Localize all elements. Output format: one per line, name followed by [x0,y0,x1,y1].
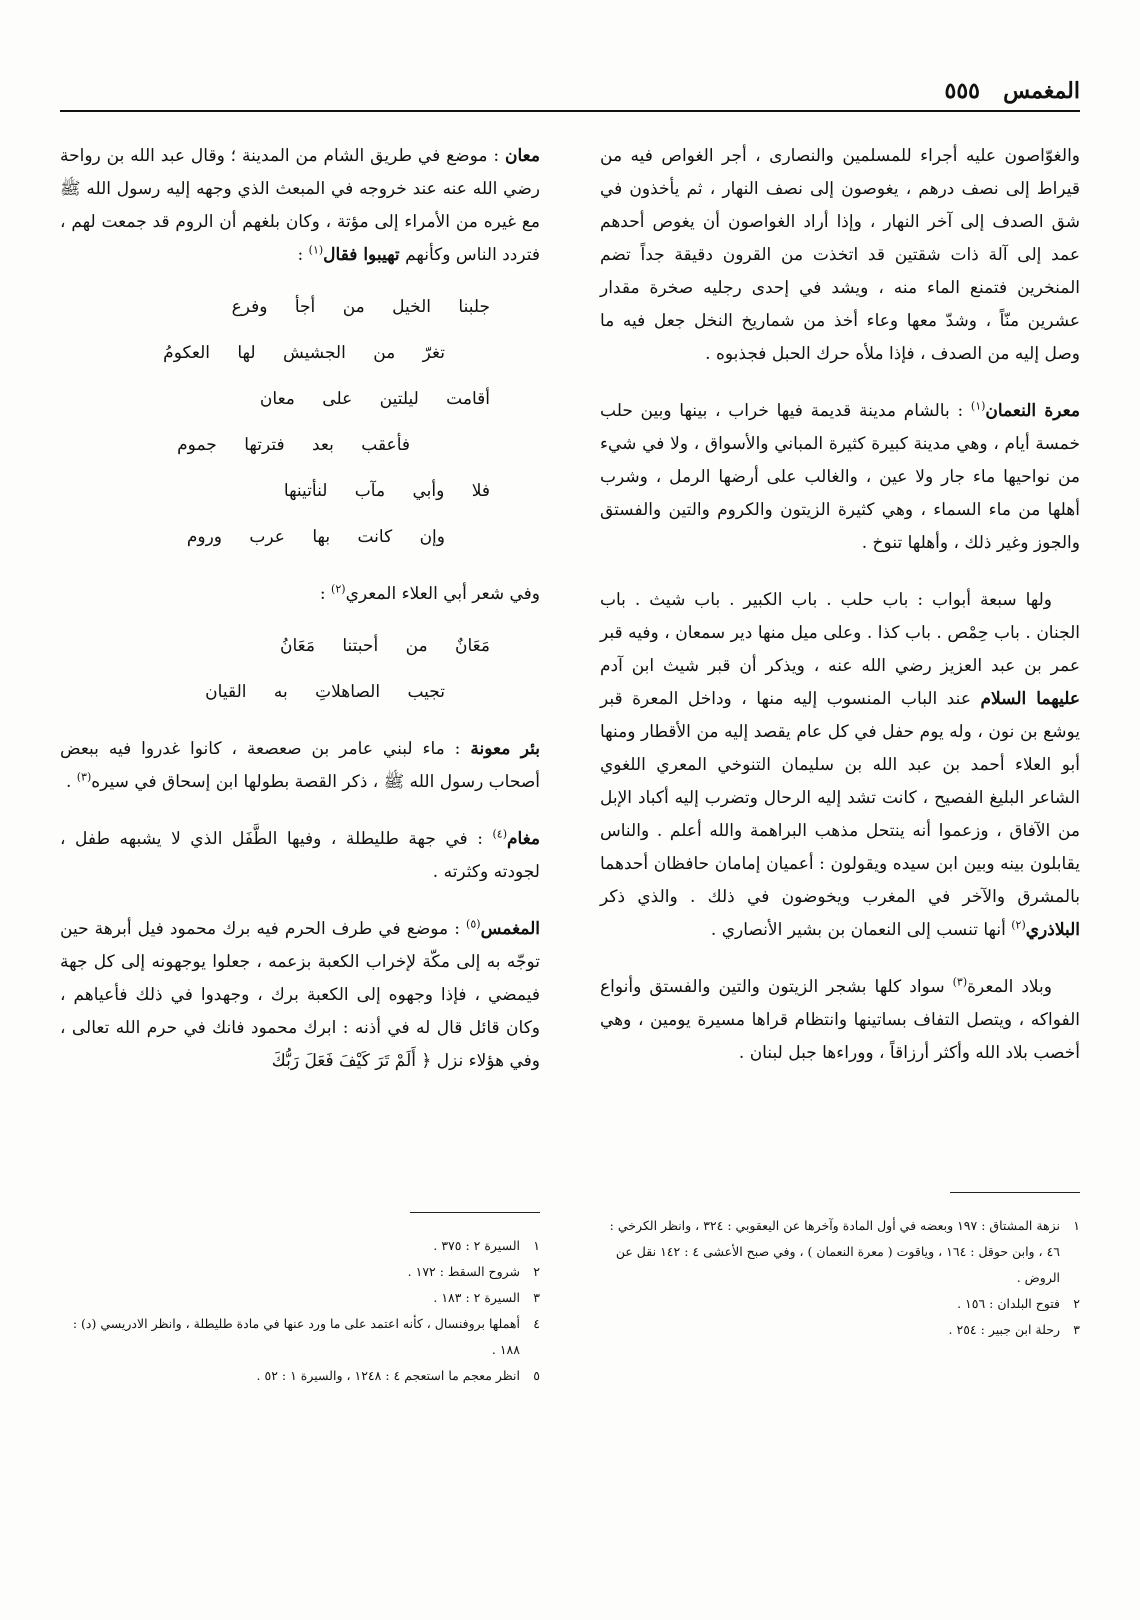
entry-bir-mauna [60,733,540,799]
footnotes-right [600,1192,1080,1343]
verse-line: فأعقب بعد فترتها جموم [177,435,410,455]
footnote-ref: (٤) [492,827,507,841]
running-title: المغمس [1003,78,1080,104]
footnote: ١ السيرة ٢ : ٣٧٥ . [433,1238,540,1253]
entry-term: مغام [506,829,540,849]
footnote: ٣ السيرة ٢ : ١٨٣ . [433,1290,540,1305]
verse-line: جلبنا الخيل من أجأ وفرع [231,297,490,317]
footnote-ref: (٣) [952,975,968,989]
left-column [60,140,540,1102]
footnote: ٤ أهملها بروفنسال ، كأنه اعتمد على ما ورد عنها في مادة طليطلة ، وانظر الادريسي (د) : ١٨٨ . [72,1316,540,1357]
footnote-ref: (٥) [466,917,481,931]
entry-body: : موضع في طريق الشام من المدينة ؛ وقال عبد الله بن رواحة رضي الله عنه عند خروجه في المبعث الذي وجهه إليه رسول الله ﷺ مع غيره من الأمراء إلى مؤتة ، وكان بلغهم أن الروم قد جمعت لهم ، فتردد الناس وكأنهم [60,146,540,265]
entry-maan [60,140,540,272]
entry-maarat-al-numan [600,395,1080,560]
entry-body: : ماء لبني عامر بن صعصعة ، كانوا غدروا فيه ببعض أصحاب رسول الله ﷺ ، ذكر القصة بطولها ابن إسحاق في سيره [60,739,540,792]
footnote-rule [410,1212,540,1213]
paragraph-text: سواد كلها بشجر الزيتون والتين والفستق وأنواع الفواكه ، ويتصل التفاف بساتينها وانتظام قراها مسيرة يومين ، وهي أخصب بلاد الله وأكثر أرزاقاً ، ووراءها جبل لبنان . [600,977,1080,1063]
right-column [600,140,1080,1094]
footnote-ref: (٢) [331,582,346,596]
entry-term: المغمس [480,919,540,939]
entry-body: . [65,772,77,792]
verse-line: تغرّ من الجشيش لها العكومُ [163,343,445,363]
footnote-rule [950,1192,1080,1193]
paragraph-text: وفي شعر أبي العلاء المعري [345,584,540,604]
verse-line: وإن كانت بها عرب وروم [186,527,445,547]
verse-line: تجيب الصاهلاتِ به القيان [205,682,445,702]
footnote: ٣ رحلة ابن جبير : ٢٥٤ . [948,1322,1080,1337]
bold-phrase: عليهما السلام [980,689,1080,709]
paragraph-text: عند الباب المنسوب إليه منها ، وداخل المعرة قبر يوشع بن نون ، وله يوم حفل في كل عام يقصد إليه من الأقطار ومنها أبو العلاء أحمد بن عبد الله بن سليمان التنوخي المعري اللغوي الشاعر البليغ الفصيح ، كانت تشد إليه الرحال وتضرب إليه أكباد الإبل من الآفاق ، وزعموا أنه ينتحل مذهب البراهمة والله أعلم . والناس يقابلون بينه وبين ابن سيده ويقولون : أعميان إمامان حافظان أحدهما بالمشرق والآخر في المغرب ويخوضون في ذلك . والذي ذكر [600,689,1080,907]
footnote: ٥ انظر معجم ما استعجم ٤ : ١٢٤٨ ، والسيرة ١ : ٥٢ . [256,1368,540,1383]
paragraph-bilad-al-maarra [600,971,1080,1070]
footnote-ref: (١) [308,243,324,257]
footnote: ٢ شروح السقط : ١٧٢ . [407,1264,540,1279]
entry-body: : [297,245,309,265]
entry-term: معان [505,146,540,166]
poem-ibn-rawaha [60,284,540,560]
entry-body: : في جهة طليطلة ، وفيها الطَّفَل الذي لا يشبهه طفل ، لجودته وكثرته . [60,829,540,882]
footnote: ٢ فتوح البلدان : ١٥٦ . [957,1296,1080,1311]
verse-line: فلا وأبي مآب لنأتينها [283,481,490,501]
entry-mugham [60,823,540,889]
page-number: ٥٥٥ [944,78,980,104]
paragraph-text: أنها تنسب إلى النعمان بن بشير الأنصاري . [710,920,1012,940]
paragraph-divers: والغوّاصون عليه أجراء للمسلمين والنصارى ، أجر الغواص فيه من قيراط إلى نصف درهم ، يغوصون إلى نصف النهار ، ثم يأخذون في شق الصدف إلى آخر النهار ، وإذا أراد الغواصون أن يغوص أحدهم عمد إلى آلة ذات شقتين قد اتخذت من القرون دقيقة جداً تضم المنخرين فتمنع الماء منه ، ويشد في إحدى رجليه صخرة مقدار عشرين منّاً ، وشدّ معها وعاء أخذ من شماريخ النخل جعل فيه ما وصل إليه من الصدف ، فإذا ملأه حرك الحبل فجذبوه . [600,146,1081,364]
poem-abul-ala [60,623,540,715]
footnote: ١ نزهة المشتاق : ١٩٧ وبعضه في أول المادة وآخرها عن اليعقوبي : ٣٢٤ ، وانظر الكرخي : ٤٦ ، وابن حوقل : ١٦٤ ، وياقوت ( معرة النعمان ) ، وفي صبح الأعشى ٤ : ١٤٢ نقل عن الروض . [609,1218,1080,1285]
verse-line: أقامت ليلتين على معان [259,389,490,409]
paragraph-gates [600,584,1080,947]
paragraph-lead: وبلاد المعرة [967,977,1052,997]
entry-body: : بالشام مدينة قديمة فيها خراب ، بينها وبين حلب خمسة أيام ، وهي مدينة كبيرة كثيرة المباني والأسواق ، ولا في شيء من نواحيها ماء جار ولا عين ، والغالب على أرضها الرمل ، وشرب أهلها من ماء السماء ، وهي كثيرة الزيتون والكروم والتين والفستق والجوز وغير ذلك ، وأهلها تنوخ . [600,401,1080,553]
entry-body: : موضع في طرف الحرم فيه برك محمود فيل أبرهة حين توجّه به إلى مكّة لإخراب الكعبة بزعمه ، جعلوا يوجهونه إلى كل جهة فيمضي ، فإذا وجهوه إلى الكعبة برك ، وجهدوا في ذلك فأعياهم ، وكان قائل قال له في أذنه : ابرك محمود فانك في حرم الله تعالى ، وفي هؤلاء نزل ﴿ أَلَمْ تَرَ كَيْفَ فَعَلَ رَبُّكَ [60,919,540,1071]
footnote-ref: (٢) [1011,918,1026,932]
paragraph-text: : [319,584,332,604]
footnote-ref: (١) [970,399,986,413]
entry-al-mughammas [60,913,540,1078]
footnote-ref: (٣) [76,770,92,784]
page-header [60,78,1080,112]
entry-term: بئر معونة [470,739,540,759]
footnotes-left [60,1212,540,1389]
verse-line: مَعَانٌ من أحبتنا مَعَانُ [279,636,490,656]
entry-term: معرة النعمان [985,401,1080,421]
bold-phrase: تهيبوا فقال [323,245,400,265]
bold-name: البلاذري [1025,920,1080,940]
paragraph-abul-ala [60,578,540,611]
paragraph-text: ولها سبعة أبواب : باب حلب . باب الكبير . باب شيث . باب الجنان . باب حِمْص . باب كذا . وعلى ميل منها دير سمعان ، وفيه قبر عمر بن عبد العزيز رضي الله عنه ، ويذكر أن قبر شيث ابن آدم [600,590,1080,676]
